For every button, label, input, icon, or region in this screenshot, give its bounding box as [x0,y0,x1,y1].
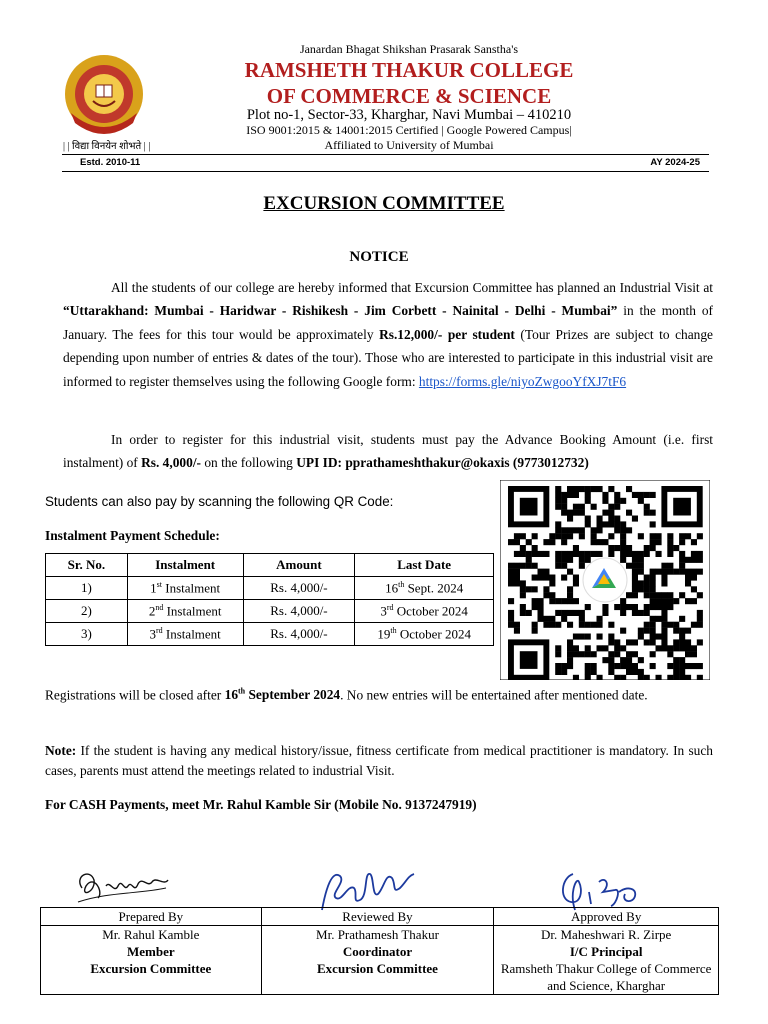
established-year: Estd. 2010-11 [80,157,141,168]
column-header: Sr. No. [46,554,128,577]
last-date-cell [355,623,494,646]
instalment-num: 3 [149,626,156,642]
reg-date-day: 16 [224,687,239,703]
instalment-num: 2 [148,603,156,619]
payment-qr-code [500,480,710,680]
date-sup: rd [386,602,394,612]
signatory-approved [494,926,719,995]
signatory-designation: Member [127,944,175,959]
date-sup: th [398,579,405,589]
reg-date-rest: September 2024 [245,687,341,703]
registration-deadline-text [45,680,713,707]
cash-payment-info: For CASH Payments, meet Mr. Rahul Kamble Sir (Mobile No. 9137247919) [45,797,477,812]
note-label: Note: [45,743,77,758]
signatories-role-row [41,908,719,926]
signatory-name: Dr. Maheshwari R. Zirpe [540,927,672,942]
role-reviewed: Reviewed By [261,908,494,926]
amount-cell: Rs. 4,000/- [243,577,355,600]
qr-instruction: Students can also pay by scanning the following QR Code: [45,494,394,509]
college-name [0,57,768,109]
para2-text-1: In order to register for this industrial visit, students must pay the Advance Booking Amount (i.e. first instalment) of [63,432,713,471]
date-rest: Sept. 2024 [404,580,464,596]
date-day: 3 [380,603,387,619]
amount-cell: Rs. 4,000/- [243,623,355,646]
signatories-details-row [41,926,719,995]
college-name-line1: RAMSHETH THAKUR COLLEGE [244,58,574,82]
notice-paragraph-1 [63,276,713,393]
reg-date-sup: th [238,687,246,696]
table-row [46,623,494,646]
date-rest: October 2024 [396,626,471,642]
signatory-prepared [41,926,262,995]
university-affiliation: Affiliated to University of Mumbai [324,138,494,152]
medical-note [45,741,713,781]
document-title: EXCURSION COMMITTEE [263,193,505,214]
header-divider-bottom [62,171,709,172]
amount-cell: Rs. 4,000/- [243,600,355,623]
role-approved: Approved By [494,908,719,926]
table-row [46,600,494,623]
instalment-num: 1 [150,580,157,596]
column-header: Instalment [127,554,243,577]
sr-no-cell: 1) [46,577,128,600]
signatory-committee: Excursion Committee [90,961,212,976]
advance-amount: Rs. 4,000/- [141,455,201,471]
instalment-cell [127,623,243,646]
instalment-label: Instalment [162,626,221,642]
signatory-institution: Ramsheth Thakur College of Commerce and Science, Kharghar [500,961,712,993]
instalment-sup: rd [156,625,163,635]
para2-text-2: on the following [201,455,297,471]
last-date-cell [355,577,494,600]
para1-text-3: (Tour Prizes are subject to change depending upon number of entries & dates of the tour). Those who are interested to participate in this industrial visit are informed to register themselves using the following Google form: [63,326,713,389]
iso-certification: ISO 9001:2015 & 14001:2015 Certified | Google Powered Campus| [246,123,572,137]
table-row [46,577,494,600]
reg-text-2: . No new entries will be entertained after mentioned date. [340,687,648,703]
column-header: Last Date [355,554,494,577]
note-text: If the student is having any medical history/issue, fitness certificate from medical practitioner is mandatory. In such cases, parents must attend the meetings related to industrial Visit. [45,743,713,778]
instalment-label: Instalment [163,603,222,619]
sr-no-cell: 2) [46,600,128,623]
instalment-label: Instalment [162,580,221,596]
para1-text-2: in the month of January. The fees for this tour would be approximately [63,303,713,342]
signatory-reviewed [261,926,494,995]
tour-route: “Uttarakhand: Mumbai - Haridwar - Rishikesh - Jim Corbett - Nainital - Delhi - Mumbai” [63,303,618,319]
academic-year: AY 2024-25 [650,157,700,168]
notice-paragraph-2 [63,428,713,475]
signatories-table [40,907,719,995]
last-date-cell [355,600,494,623]
role-prepared: Prepared By [41,908,262,926]
date-day: 16 [385,580,399,596]
signatory-name: Mr. Rahul Kamble [102,927,200,942]
signature-prepared [68,858,178,913]
sr-no-cell: 3) [46,623,128,646]
date-day: 19 [377,626,391,642]
notice-heading: NOTICE [349,249,409,265]
tour-fee: Rs.12,000/- per student [379,326,515,342]
date-sup: th [390,625,397,635]
date-rest: October 2024 [393,603,468,619]
para1-text-1: All the students of our college are hereby informed that Excursion Committee has planned an Industrial Visit at [111,280,713,295]
signatory-name: Mr. Prathamesh Thakur [316,927,439,942]
instalment-sup: st [156,579,163,589]
college-address: Plot no-1, Sector-33, Kharghar, Navi Mumbai – 410210 [246,107,572,123]
upi-id: UPI ID: pprathameshthakur@okaxis (9773012732) [296,455,589,471]
instalment-table [45,553,494,646]
signatory-committee: Excursion Committee [317,961,438,976]
reg-text-1: Registrations will be closed after [45,687,225,703]
header-divider-top [62,154,709,155]
signatory-designation: Coordinator [342,944,413,959]
table-header-row [46,554,494,577]
instalment-cell [127,600,243,623]
college-name-line2: OF COMMERCE & SCIENCE [266,84,552,108]
trust-name: Janardan Bhagat Shikshan Prasarak Sanstha's [299,42,519,56]
college-motto: | | विद्या विनयेन शोभते | | [63,141,151,152]
instalment-cell [127,577,243,600]
column-header: Amount [243,554,355,577]
google-pay-icon [583,558,627,602]
google-form-link[interactable]: https://forms.gle/niyoZwgooYfXJ7tF6 [418,373,627,389]
schedule-heading: Instalment Payment Schedule: [45,528,220,543]
instalment-sup: nd [155,602,164,612]
signatory-designation: I/C Principal [569,944,643,959]
